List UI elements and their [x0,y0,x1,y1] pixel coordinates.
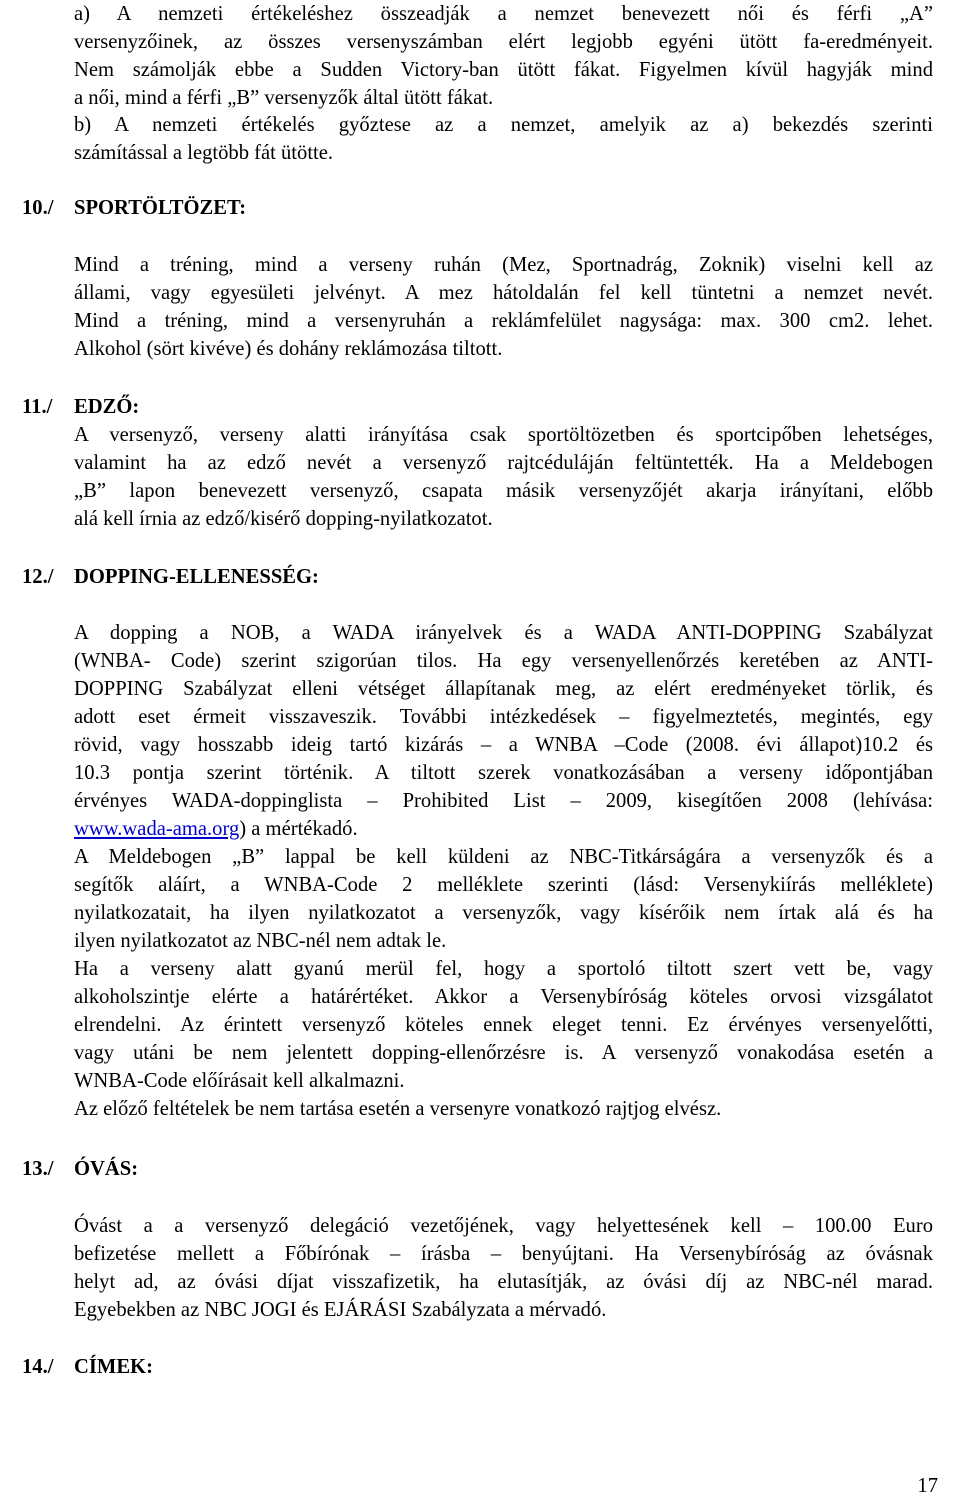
section-12-body [74,619,933,1119]
section-12-line-4: adott eset érmeit visszaveszik. További intézkedések – figyelmeztetés, megintés, egy [74,706,933,728]
section-12-line-16: vagy utáni be nem jelentett dopping-ellenőrzésre is. A versenyző vonakodása esetén a [74,1042,933,1064]
section-14-number: 14./ [22,1356,54,1378]
top-section [74,0,933,170]
section-12-line-9: A Meldebogen „B” lappal be kell küldeni az NBC-Titkárságára a versenyzők és a [74,846,933,868]
top-line-2: versenyzőinek, az összes versenyszámban elért legjobb egyéni ütött fa-eredményeit. [74,31,933,53]
section-12-line-1: A dopping a NOB, a WADA irányelvek és a WADA ANTI-DOPPING Szabályzat [74,622,933,644]
top-line-1: a) A nemzeti értékeléshez összeadják a nemzet benevezett női és férfi „A” [74,3,933,25]
section-12-line-11: nyilatkozatait, ha ilyen nyilatkozatot a versenyzők, vagy kísérőik nem írtak alá és ha [74,902,933,924]
section-11-line-4: alá kell írnia az edző/kisérő dopping-nyilatkozatot. [74,508,493,530]
section-12-line-15: elrendelni. Az érintett versenyző köteles ennek eleget tenni. Ez érvényes versenyelőtti, [74,1014,933,1036]
section-10-title: SPORTÖLTÖZET: [74,197,247,219]
section-13-number: 13./ [22,1158,54,1180]
section-12-line-5: rövid, vagy hosszabb ideig tartó kizárás – a WNBA –Code (2008. évi állapot)10.2 és [74,734,933,756]
section-12-line-18: Az előző feltételek be nem tartása esetén a versenyre vonatkozó rajtjog elvész. [74,1098,722,1120]
page-number: 17 [917,1475,938,1497]
section-10-line-3: Mind a tréning, mind a versenyruhán a reklámfelület nagysága: max. 300 cm2. lehet. [74,310,933,332]
section-13-title: ÓVÁS: [74,1158,139,1180]
section-13-line-4: Egyebekben az NBC JOGI és EJÁRÁSI Szabályzata a mérvadó. [74,1299,607,1321]
section-10-line-4: Alkohol (sört kivéve) és dohány reklámozása tiltott. [74,338,503,360]
section-12-line-7: érvényes WADA-doppinglista – Prohibited List – 2009, kisegítően 2008 (lehívása: [74,790,933,812]
section-12-line-8 [74,815,933,843]
section-11-line-2: valamint ha az edző nevét a versenyző rajtcéduláján feltüntették. Ha a Meldebogen [74,452,933,474]
section-10-number: 10./ [22,197,54,219]
section-13-line-1: Óvást a a versenyző delegáció vezetőjének, vagy helyettesének kell – 100.00 Euro [74,1215,933,1237]
section-11-line-3: „B” lapon benevezett versenyző, csapata másik versenyzőjét akarja irányítani, előbb [74,480,933,502]
section-12-line-17: WNBA-Code előírásait kell alkalmazni. [74,1070,405,1092]
section-12-title: DOPPING-ELLENESSÉG: [74,566,319,588]
section-12-line-14: alkoholszintje elérte a határértéket. Akkor a Versenybíróság köteles orvosi vizsgálatot [74,986,933,1008]
section-10-line-1: Mind a tréning, mind a verseny ruhán (Mez, Sportnadrág, Zoknik) viselni kell az [74,254,933,276]
section-12-line-12: ilyen nyilatkozatot az NBC-nél nem adtak le. [74,930,447,952]
section-10-line-2: állami, vagy egyesületi jelvényt. A mez hátoldalán fel kell tüntetni a nemzet nevét. [74,282,933,304]
section-12-number: 12./ [22,566,54,588]
section-12-line-3: DOPPING Szabályzat elleni vétséget állapítanak meg, az elért eredményeket törlik, és [74,678,933,700]
section-11-number: 11./ [22,396,53,418]
wada-link[interactable]: www.wada-ama.org [74,818,240,840]
section-11-line-1: A versenyző, verseny alatti irányítása csak sportöltözetben és sportcipőben lehetséges, [74,424,933,446]
section-13-body [74,1212,933,1332]
section-12-line-6: 10.3 pontja szerint történik. A tiltott szerek vonatkozásában a verseny időpontjában [74,762,933,784]
section-11-title: EDZŐ: [74,396,140,418]
section-13-line-3: helyt ad, az óvási díjat visszafizetik, ha elutasítják, az óvási díj az NBC-nél marad. [74,1271,933,1293]
section-12-line-10: segítők aláírt, a WNBA-Code 2 melléklete szerinti (lásd: Versenykiírás melléklete) [74,874,933,896]
top-line-5: b) A nemzeti értékelés győztese az a nemzet, amelyik az a) bekezdés szerinti [74,114,933,136]
top-line-6: számítással a legtöbb fát ütötte. [74,142,334,164]
section-10-body [74,251,933,371]
section-14-title: CÍMEK: [74,1356,153,1378]
section-13-line-2: befizetése mellett a Főbírónak – írásba – benyújtani. Ha Versenybíróság az óvásnak [74,1243,933,1265]
top-line-3: Nem számolják ebbe a Sudden Victory-ban ütött fákat. Figyelmen kívül hagyják mind [74,59,933,81]
section-11-body [74,421,933,541]
top-line-4: a női, mind a férfi „B” versenyzők által ütött fákat. [74,87,494,109]
section-12-line-2: (WNBA- Code) szerint szigorúan tilos. Ha egy versenyellenőrzés keretében az ANTI- [74,650,933,672]
section-12-line-13: Ha a verseny alatt gyanú merül fel, hogy a sportoló tiltott szert vett be, vagy [74,958,933,980]
wada-link-suffix: ) a mértékadó. [239,818,358,840]
